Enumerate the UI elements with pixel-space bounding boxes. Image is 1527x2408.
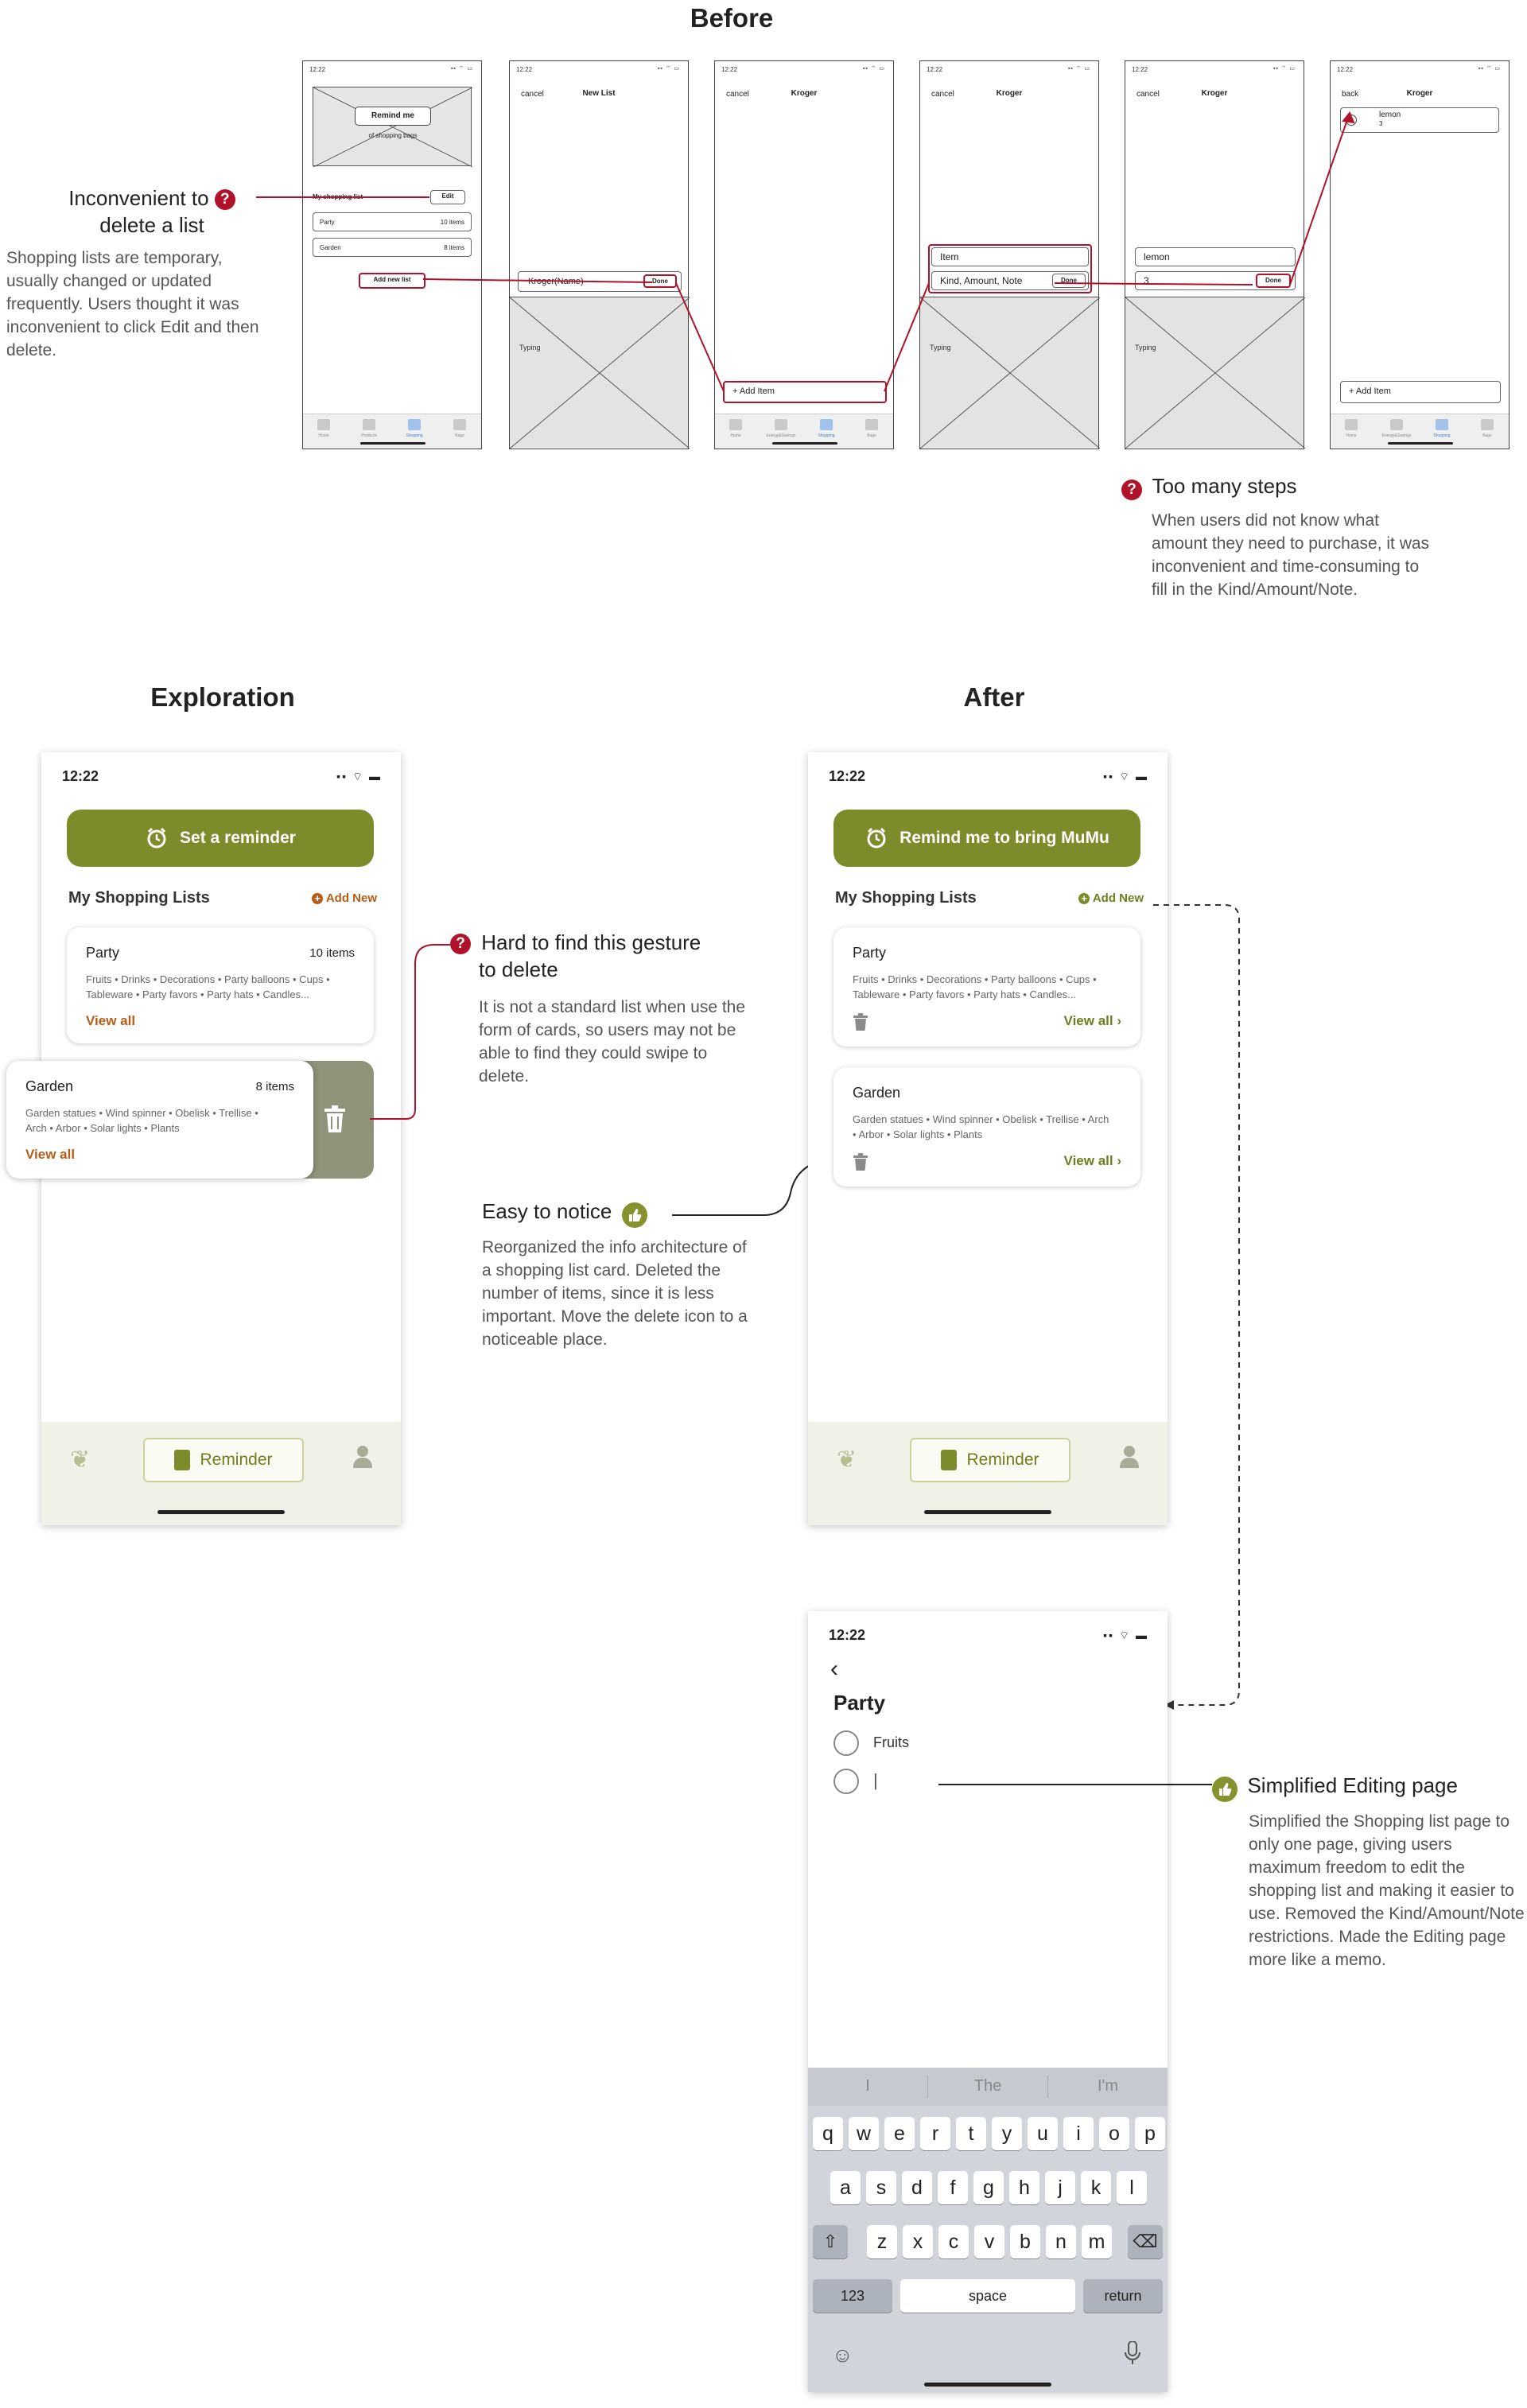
card-count: 10 items bbox=[309, 946, 355, 960]
wireframe-item-filled: 12:22 ▪▪ ⌔ ▭ cancel Kroger lemon 3 Done Typing bbox=[1125, 60, 1304, 449]
key-v[interactable]: v bbox=[974, 2225, 1004, 2258]
cancel-link[interactable]: cancel bbox=[726, 90, 749, 99]
suggestion-bar bbox=[808, 2068, 1168, 2106]
note-inconvenient bbox=[68, 184, 307, 239]
tab-bar: Home Energy&Savings Shopping Bags bbox=[715, 414, 893, 449]
view-all-link[interactable]: View all › bbox=[1063, 1153, 1121, 1168]
edit-connector bbox=[938, 1777, 1225, 1792]
list-card[interactable] bbox=[833, 927, 1140, 1047]
add-new-link[interactable]: + Add New bbox=[312, 891, 377, 905]
set-reminder-button[interactable] bbox=[67, 810, 374, 867]
home-indicator bbox=[157, 1510, 285, 1514]
question-icon: ? bbox=[215, 189, 235, 210]
status-time: 12:22 bbox=[1337, 66, 1354, 73]
card-count: 8 items bbox=[255, 1080, 294, 1093]
alarm-clock-icon bbox=[145, 826, 169, 850]
note-title: Simplified Editing page bbox=[1247, 1773, 1458, 1797]
back-link[interactable]: back bbox=[1342, 90, 1359, 99]
list-title: Party bbox=[833, 1691, 886, 1715]
reminder-tab[interactable]: Reminder bbox=[143, 1438, 304, 1482]
key-o[interactable]: o bbox=[1099, 2117, 1129, 2150]
status-time: 12:22 bbox=[721, 66, 738, 73]
card-title: Party bbox=[86, 945, 120, 961]
tab-bar: Home Energy&Savings Shopping Bags bbox=[1331, 414, 1509, 449]
header-title: Kroger bbox=[1201, 89, 1228, 98]
wireframe-item-entry: 12:22 ▪▪ ⌔ ▭ cancel Kroger Item Kind, Amount, Note Done Typing bbox=[919, 60, 1099, 449]
name-input[interactable]: Kroger(Name) bbox=[518, 271, 682, 292]
delete-key[interactable]: ⌫ bbox=[1128, 2225, 1163, 2258]
status-icons: ▪▪ ⌔ ▬ bbox=[336, 770, 382, 783]
new-item-input[interactable]: | bbox=[873, 1770, 878, 1790]
key-r[interactable]: r bbox=[920, 2117, 950, 2150]
trash-icon[interactable] bbox=[853, 1153, 868, 1171]
note-title: Inconvenient to bbox=[68, 186, 209, 210]
cancel-link[interactable]: cancel bbox=[931, 90, 954, 99]
cancel-link[interactable]: cancel bbox=[1137, 90, 1160, 99]
key-z[interactable]: z bbox=[867, 2225, 897, 2258]
shift-key[interactable]: ⇧ bbox=[813, 2225, 848, 2258]
wireframe-kroger-list: 12:22 ▪▪ ⌔ ▭ back Kroger lemon 3 + Add Item Home Energy&Savings Shopping Bags bbox=[1330, 60, 1510, 449]
key-l[interactable]: l bbox=[1117, 2171, 1147, 2204]
question-icon: ? bbox=[1121, 480, 1142, 500]
tab-bar bbox=[808, 1422, 1168, 1525]
key-u[interactable]: u bbox=[1028, 2117, 1058, 2150]
note-too-many-steps-body: When users did not know what amount they need to purchase, it was inconvenient and time-consuming to fill in the Kind/Amount/Note. bbox=[1152, 511, 1430, 599]
edit-button[interactable]: Edit bbox=[430, 190, 465, 204]
checkbox-icon[interactable] bbox=[833, 1730, 859, 1756]
key-x[interactable]: x bbox=[903, 2225, 933, 2258]
before-title: Before bbox=[690, 3, 774, 33]
note-easy-to-notice bbox=[482, 1199, 647, 1228]
before-connectors bbox=[0, 0, 1527, 477]
note-simplified-body: Simplified the Shopping list page to only one page, giving users maximum freedom to edit the shopping list and making it easier to use. Removed the Kind/Amount/Note restrictions. Made the Editing page more like a memo. bbox=[1249, 1812, 1525, 1969]
notebook-icon bbox=[941, 1450, 957, 1470]
list-row[interactable]: Party 10 items bbox=[313, 212, 472, 231]
note-hard-to-find-body: It is not a standard list when use the form of cards, so users may not be able to find they could swipe to delete. bbox=[479, 998, 746, 1086]
card-desc: Fruits • Drinks • Decorations • Party balloons • Cups • Tableware • Party favors • Party hats • Candles... bbox=[86, 973, 330, 1000]
note-title: Hard to find this gesture bbox=[481, 930, 701, 954]
thumbs-up-icon bbox=[1212, 1777, 1238, 1802]
add-item-button[interactable]: + Add Item bbox=[1340, 381, 1501, 403]
key-w[interactable]: w bbox=[849, 2117, 879, 2150]
card-title: Party bbox=[853, 945, 887, 961]
wireframe-home: 12:22 ▪▪ ⌔ ▭ Remind me of shopping bags My shopping list Edit Party 10 items Garden 8 items Add new list Home Products Shopping Bags bbox=[302, 60, 482, 449]
button-label: Set a reminder bbox=[180, 829, 296, 847]
note-title: Too many steps bbox=[1152, 474, 1297, 498]
list-header: My shopping list bbox=[313, 193, 363, 200]
reminder-tab[interactable]: Reminder bbox=[910, 1438, 1070, 1482]
leaf-icon[interactable]: ❦ bbox=[837, 1447, 857, 1473]
status-icons: ▪▪ ⌔ ▬ bbox=[1103, 1629, 1148, 1641]
exploration-title: Exploration bbox=[150, 682, 295, 712]
status-time: 12:22 bbox=[927, 66, 943, 73]
card-title: Garden bbox=[25, 1078, 74, 1094]
banner-sub: of shopping bags bbox=[368, 132, 418, 139]
status-time: 12:22 bbox=[516, 66, 533, 73]
header-title: Kroger bbox=[996, 89, 1023, 98]
done-button[interactable]: Done bbox=[1052, 274, 1086, 288]
note-title-line2: to delete bbox=[479, 957, 558, 981]
leaf-icon[interactable]: ❦ bbox=[70, 1447, 91, 1473]
list-row[interactable]: Garden 8 items bbox=[313, 238, 472, 257]
keyboard-placeholder: Typing bbox=[510, 297, 688, 448]
add-item-button[interactable]: + Add Item bbox=[723, 381, 887, 403]
profile-icon[interactable] bbox=[353, 1444, 372, 1472]
key-a[interactable]: a bbox=[830, 2171, 861, 2204]
numbers-key[interactable]: 123 bbox=[813, 2279, 892, 2313]
wireframe-new-list: 12:22 ▪▪ ⌔ ▭ cancel New List Kroger(Name) Done Typing bbox=[509, 60, 689, 449]
after-phone bbox=[808, 752, 1168, 1525]
item-input[interactable]: lemon bbox=[1135, 247, 1296, 266]
button-label: Remind me to bring MuMu bbox=[899, 829, 1109, 847]
profile-icon[interactable] bbox=[1120, 1444, 1139, 1472]
remind-button[interactable] bbox=[833, 810, 1140, 867]
key-f[interactable]: f bbox=[938, 2171, 968, 2204]
card-desc: Garden statues • Wind spinner • Obelisk • Trellise • Arch • Arbor • Solar lights • Plants bbox=[853, 1113, 1109, 1140]
key-h[interactable]: h bbox=[1009, 2171, 1039, 2204]
suggestion[interactable]: I'm bbox=[1097, 2077, 1119, 2095]
trash-icon[interactable] bbox=[853, 1013, 868, 1031]
card-title: Garden bbox=[853, 1085, 901, 1101]
key-y[interactable]: y bbox=[992, 2117, 1022, 2150]
emoji-icon[interactable]: ☺ bbox=[832, 2343, 853, 2367]
item-input[interactable]: Item bbox=[931, 247, 1089, 266]
home-indicator bbox=[924, 1510, 1051, 1514]
note-too-many-steps bbox=[1121, 474, 1297, 500]
back-arrow-icon[interactable]: ‹ bbox=[830, 1656, 838, 1682]
card-desc: Garden statues • Wind spinner • Obelisk • Trellise • Arch • Arbor • Solar lights • Plants bbox=[25, 1107, 258, 1134]
alarm-clock-icon bbox=[865, 826, 888, 850]
keyboard-placeholder: Typing bbox=[920, 297, 1098, 448]
list-card[interactable] bbox=[833, 1067, 1140, 1187]
done-button[interactable]: Done bbox=[643, 274, 677, 288]
view-all-link[interactable]: View all bbox=[25, 1147, 76, 1162]
return-key[interactable]: return bbox=[1083, 2279, 1163, 2313]
status-time: 12:22 bbox=[62, 768, 99, 784]
home-indicator bbox=[924, 2383, 1051, 2387]
list-item-text[interactable]: Fruits bbox=[873, 1734, 909, 1750]
list-item[interactable]: lemon 3 bbox=[1340, 107, 1499, 133]
key-c[interactable]: c bbox=[938, 2225, 969, 2258]
cancel-link[interactable]: cancel bbox=[521, 90, 544, 99]
key-s[interactable]: s bbox=[866, 2171, 896, 2204]
suggestion[interactable]: I bbox=[865, 2077, 870, 2095]
key-q[interactable]: q bbox=[813, 2117, 843, 2150]
status-icons: ▪▪ ⌔ ▬ bbox=[1103, 770, 1148, 783]
details-input[interactable]: 3 bbox=[1135, 271, 1296, 290]
view-all-link[interactable]: View all › bbox=[1063, 1013, 1121, 1028]
key-d[interactable]: d bbox=[902, 2171, 932, 2204]
tab-bar bbox=[41, 1422, 401, 1525]
notebook-icon bbox=[174, 1450, 190, 1470]
details-input[interactable]: Kind, Amount, Note bbox=[931, 271, 1089, 290]
after-title: After bbox=[963, 682, 1025, 712]
section-title: My Shopping Lists bbox=[835, 889, 977, 907]
done-button[interactable]: Done bbox=[1256, 274, 1291, 288]
note-hard-to-find bbox=[450, 929, 768, 983]
key-t[interactable]: t bbox=[956, 2117, 986, 2150]
wireframe-kroger-empty: 12:22 ▪▪ ⌔ ▭ cancel Kroger + Add Item Home Energy&Savings Shopping Bags bbox=[714, 60, 894, 449]
section-title: My Shopping Lists bbox=[68, 889, 210, 907]
tab-bar: Home Products Shopping Bags bbox=[303, 414, 481, 449]
note-easy-to-notice-body: Reorganized the info architecture of a shopping list card. Deleted the number of items, since it is less important. Move the delete icon to a noticeable place. bbox=[482, 1238, 748, 1349]
remind-button[interactable]: Remind me bbox=[355, 107, 431, 126]
key-i[interactable]: i bbox=[1063, 2117, 1094, 2150]
key-m[interactable]: m bbox=[1082, 2225, 1112, 2258]
key-k[interactable]: k bbox=[1081, 2171, 1111, 2204]
key-j[interactable]: j bbox=[1045, 2171, 1075, 2204]
status-time: 12:22 bbox=[309, 66, 326, 73]
header-title: Kroger bbox=[791, 89, 818, 98]
plus-icon: + bbox=[1078, 893, 1090, 904]
note-title: Easy to notice bbox=[482, 1199, 612, 1223]
card-desc: Fruits • Drinks • Decorations • Party balloons • Cups • Tableware • Party favors • Party hats • Candles... bbox=[853, 973, 1097, 1000]
add-new-list-button[interactable]: Add new list bbox=[359, 273, 425, 289]
key-b[interactable]: b bbox=[1010, 2225, 1040, 2258]
view-all-link[interactable]: View all bbox=[86, 1013, 136, 1028]
status-time: 12:22 bbox=[829, 1627, 866, 1643]
checkbox-icon[interactable] bbox=[833, 1769, 859, 1794]
space-key[interactable]: space bbox=[900, 2279, 1075, 2313]
status-time: 12:22 bbox=[829, 768, 866, 784]
header-title: Kroger bbox=[1406, 89, 1433, 98]
add-new-link[interactable]: + Add New bbox=[1078, 891, 1144, 905]
edit-phone bbox=[808, 1611, 1168, 2392]
plus-icon: + bbox=[312, 893, 323, 904]
dashed-connector bbox=[1145, 891, 1257, 1718]
key-n[interactable]: n bbox=[1046, 2225, 1076, 2258]
status-time: 12:22 bbox=[1132, 66, 1148, 73]
keyboard-placeholder: Typing bbox=[1125, 297, 1304, 448]
suggestion[interactable]: The bbox=[973, 2077, 1002, 2095]
microphone-icon[interactable] bbox=[1125, 2341, 1140, 2369]
note-inconvenient-body: Shopping lists are temporary, usually changed or updated frequently. Users thought it was inconvenient to click Edit and then delete. bbox=[6, 249, 259, 359]
thumbs-up-icon bbox=[622, 1202, 647, 1228]
question-icon: ? bbox=[450, 934, 471, 954]
keyboard bbox=[808, 2068, 1168, 2392]
key-g[interactable]: g bbox=[973, 2171, 1004, 2204]
key-p[interactable]: p bbox=[1135, 2117, 1165, 2150]
note-title-line2: delete a list bbox=[99, 213, 204, 237]
note-simplified bbox=[1212, 1773, 1458, 1802]
header-title: New List bbox=[582, 89, 616, 98]
key-e[interactable]: e bbox=[884, 2117, 915, 2150]
